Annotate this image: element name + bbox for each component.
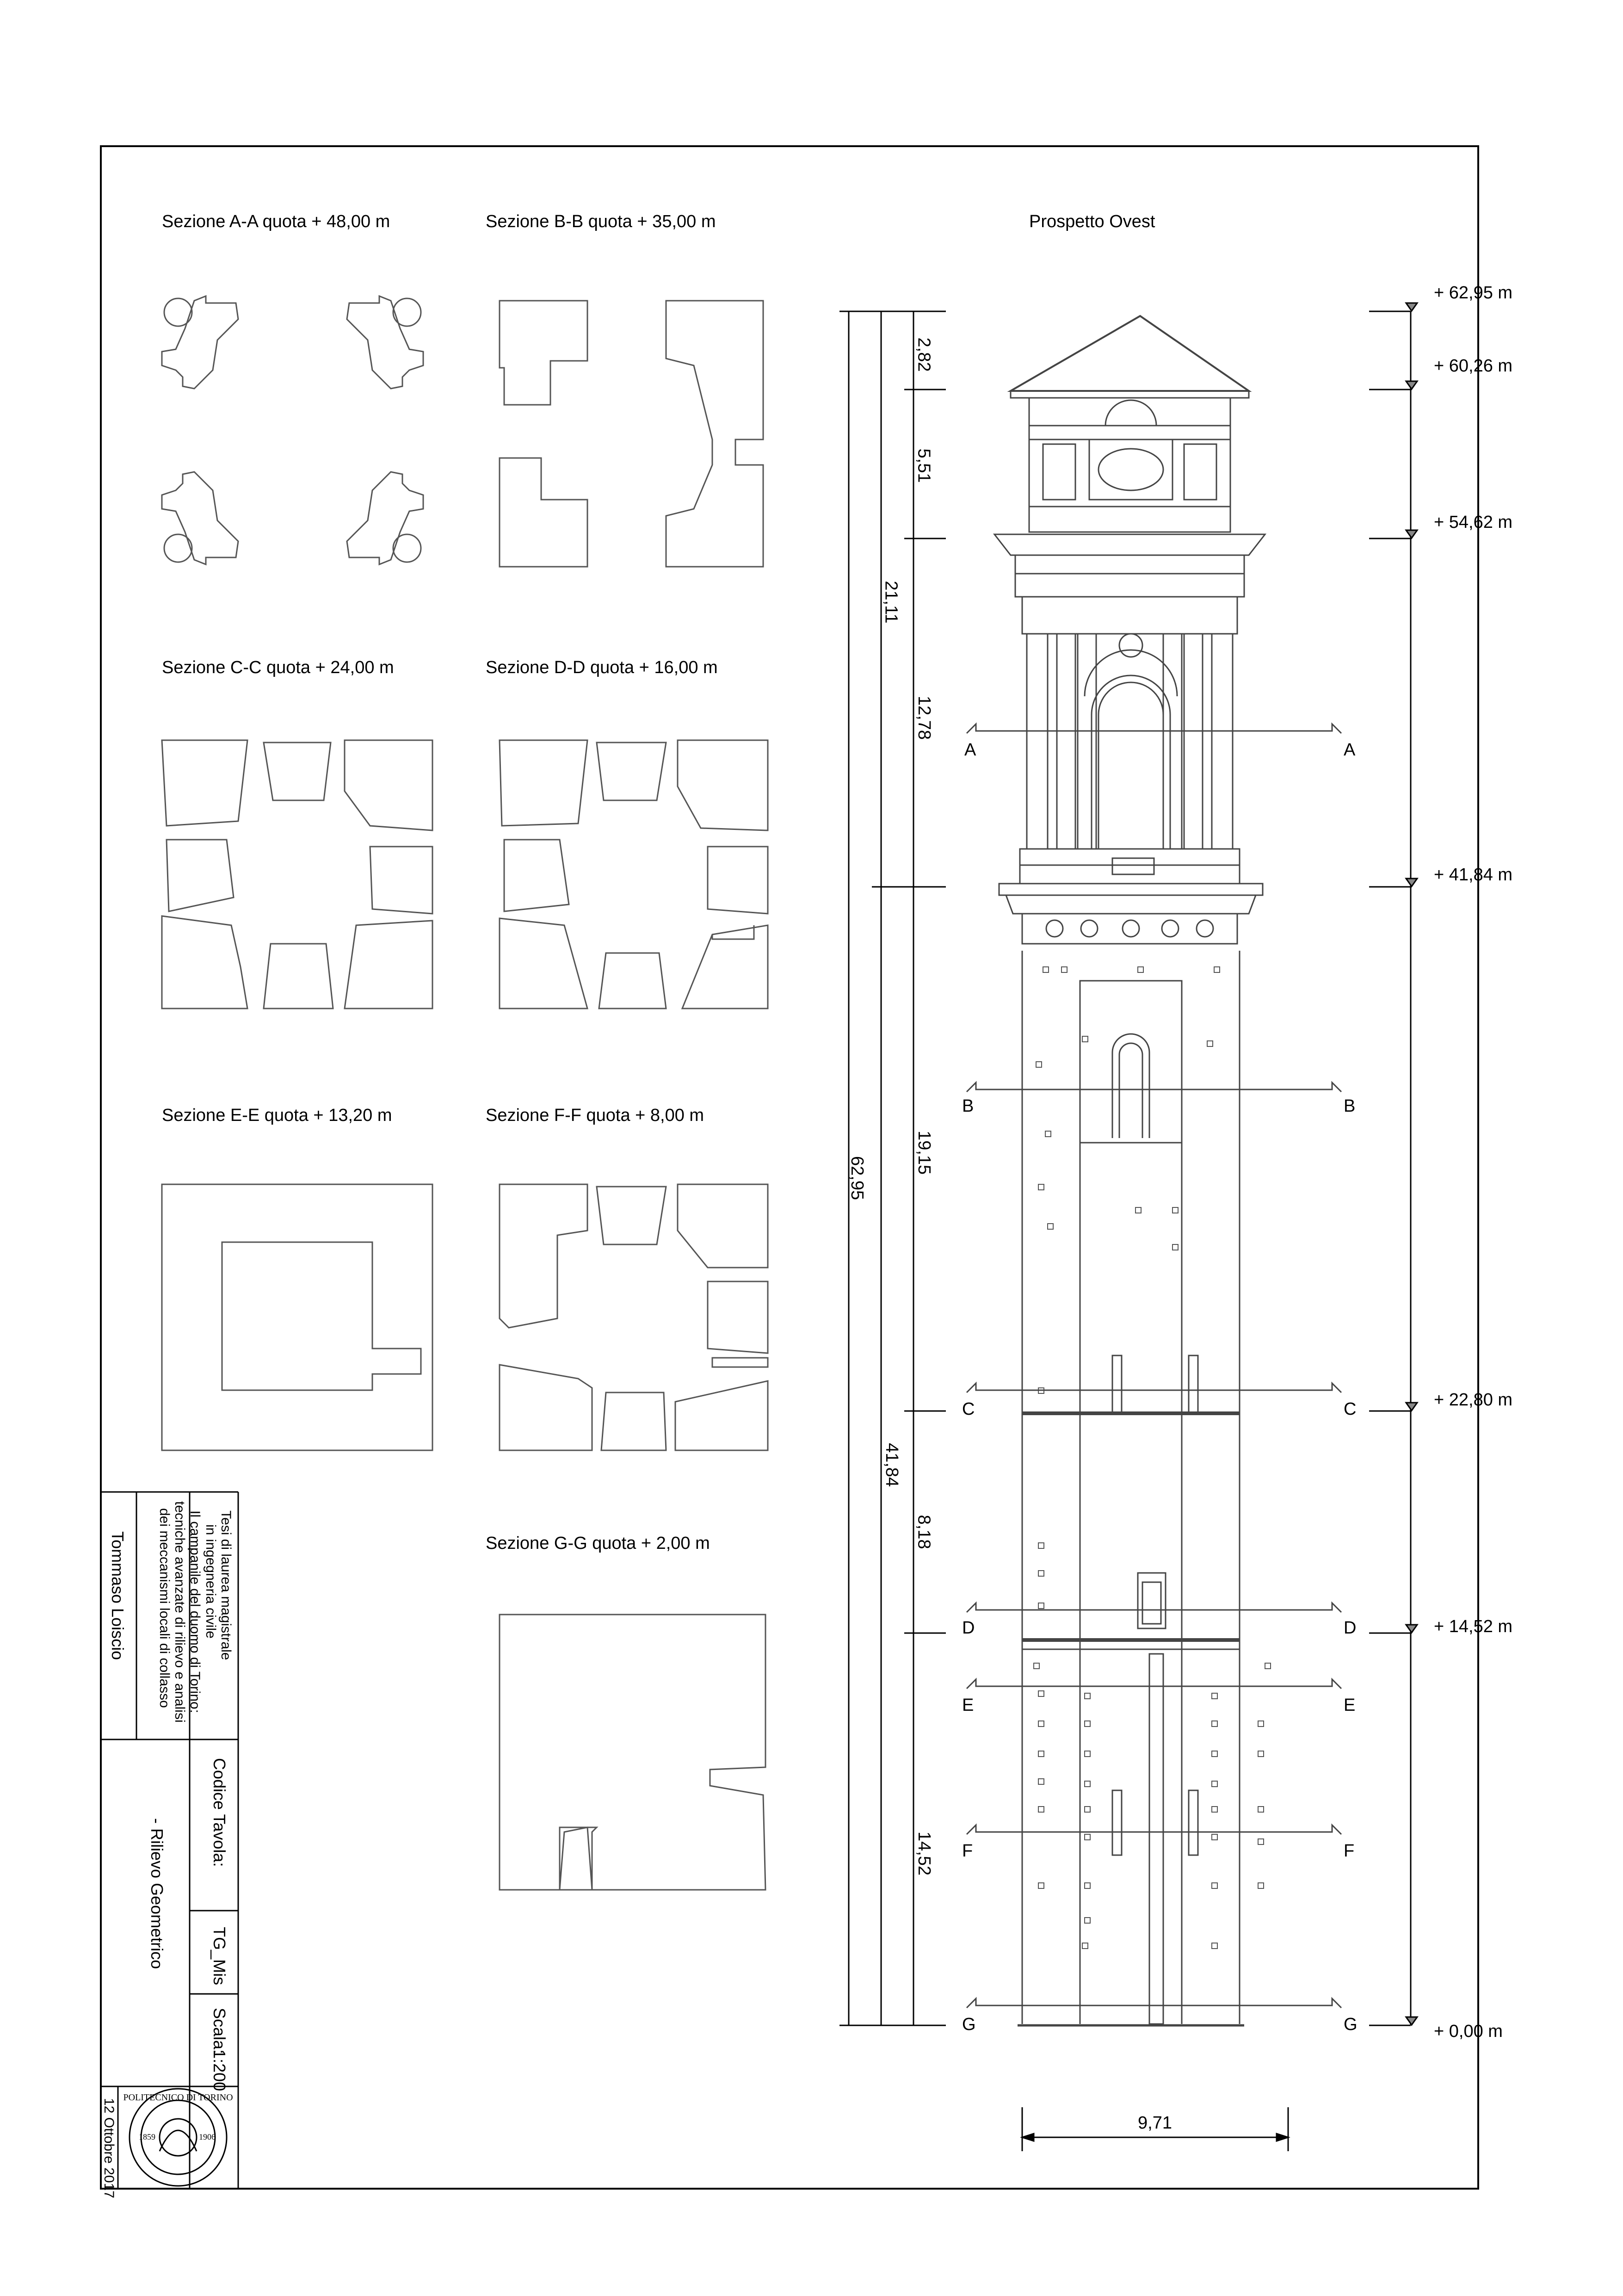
dimension-5-51: 5,51 bbox=[914, 448, 934, 483]
cut-letter-b-left: B bbox=[962, 1096, 974, 1116]
level-label: + 41,84 m bbox=[1434, 865, 1513, 885]
seal-year-left: 1859 bbox=[139, 2132, 155, 2141]
cut-letter-f-left: F bbox=[962, 1841, 973, 1861]
subject-line-2: tecniche avanzate di rilievo e analisi bbox=[172, 1501, 187, 1723]
dimension-62-95: 62,95 bbox=[847, 1156, 867, 1201]
university-seal bbox=[123, 2089, 233, 2186]
subject-line-1: Il campanile del duomo di Torino: bbox=[187, 1510, 203, 1714]
drawing-date: 12 Ottobre 2017 bbox=[101, 2098, 117, 2198]
level-label: + 22,80 m bbox=[1434, 1390, 1513, 1410]
section-title-bb: Sezione B-B quota + 35,00 m bbox=[486, 212, 716, 231]
elevation-title: Prospetto Ovest bbox=[1029, 212, 1155, 231]
code-label: Codice Tavola: bbox=[210, 1758, 229, 1867]
cut-letter-a-left: A bbox=[964, 740, 976, 760]
scale-value: 1:200 bbox=[210, 2049, 229, 2092]
tower-elevation bbox=[994, 316, 1265, 2025]
cut-letter-a-right: A bbox=[1344, 740, 1356, 760]
plan-section-cc bbox=[162, 740, 432, 1009]
dimension-8-18: 8,18 bbox=[914, 1515, 934, 1549]
plan-section-bb bbox=[500, 301, 763, 567]
level-label: + 54,62 m bbox=[1434, 513, 1513, 532]
scale-label: Scala: bbox=[210, 2008, 229, 2055]
cut-letter-f-right: F bbox=[1344, 1841, 1355, 1861]
level-chain bbox=[1369, 303, 1417, 2025]
cut-letter-d-left: D bbox=[962, 1618, 975, 1638]
cut-letter-c-left: C bbox=[962, 1399, 975, 1419]
dimension-12-78: 12,78 bbox=[914, 695, 934, 740]
dimension-width-9-71: 9,71 bbox=[1138, 2113, 1172, 2133]
plan-section-gg bbox=[500, 1615, 765, 1890]
section-title-gg: Sezione G-G quota + 2,00 m bbox=[486, 1534, 710, 1553]
cut-letter-d-right: D bbox=[1344, 1618, 1357, 1638]
putlog-holes bbox=[1034, 967, 1271, 1949]
thesis-line-2: in ingegneria civile bbox=[203, 1524, 218, 1639]
seal-year-right: 1906 bbox=[199, 2132, 216, 2141]
dimension-19-15: 19,15 bbox=[914, 1130, 934, 1175]
section-title-ee: Sezione E-E quota + 13,20 m bbox=[162, 1106, 392, 1125]
plan-section-ee bbox=[162, 1184, 432, 1450]
seal-text: POLITECNICO DI TORINO bbox=[123, 2092, 233, 2103]
section-title-aa: Sezione A-A quota + 48,00 m bbox=[162, 212, 390, 231]
drawing-title: - Rilievo Geometrico bbox=[148, 1818, 167, 1969]
level-label: + 62,95 m bbox=[1434, 283, 1513, 303]
dimension-14-52: 14,52 bbox=[914, 1831, 934, 1876]
subject-line-3: dei meccanismi locali di collasso bbox=[157, 1508, 172, 1708]
cut-letter-b-right: B bbox=[1344, 1096, 1356, 1116]
author-name: Tommaso Loiscio bbox=[108, 1531, 127, 1660]
code-value: TG_Mis bbox=[210, 1927, 229, 1985]
section-title-ff: Sezione F-F quota + 8,00 m bbox=[486, 1106, 704, 1125]
cut-letter-e-left: E bbox=[962, 1696, 974, 1715]
dimension-21-11: 21,11 bbox=[881, 581, 901, 624]
plan-section-ff bbox=[500, 1184, 768, 1450]
section-title-cc: Sezione C-C quota + 24,00 m bbox=[162, 658, 394, 677]
dimension-41-84: 41,84 bbox=[882, 1442, 902, 1487]
sheet-border bbox=[101, 146, 1478, 2189]
plan-section-aa bbox=[162, 296, 423, 564]
level-label: + 0,00 m bbox=[1434, 2022, 1503, 2041]
cut-letter-e-right: E bbox=[1344, 1696, 1356, 1715]
cut-letter-g-right: G bbox=[1344, 2015, 1358, 2034]
dimension-2-82: 2,82 bbox=[914, 337, 934, 372]
cut-letter-c-right: C bbox=[1344, 1399, 1357, 1419]
level-label: + 60,26 m bbox=[1434, 356, 1513, 376]
level-label: + 14,52 m bbox=[1434, 1617, 1513, 1636]
thesis-line-1: Tesi di laurea magistrale bbox=[218, 1510, 234, 1660]
section-title-dd: Sezione D-D quota + 16,00 m bbox=[486, 658, 718, 677]
cut-letter-g-left: G bbox=[962, 2015, 976, 2034]
plan-section-dd bbox=[500, 740, 768, 1009]
